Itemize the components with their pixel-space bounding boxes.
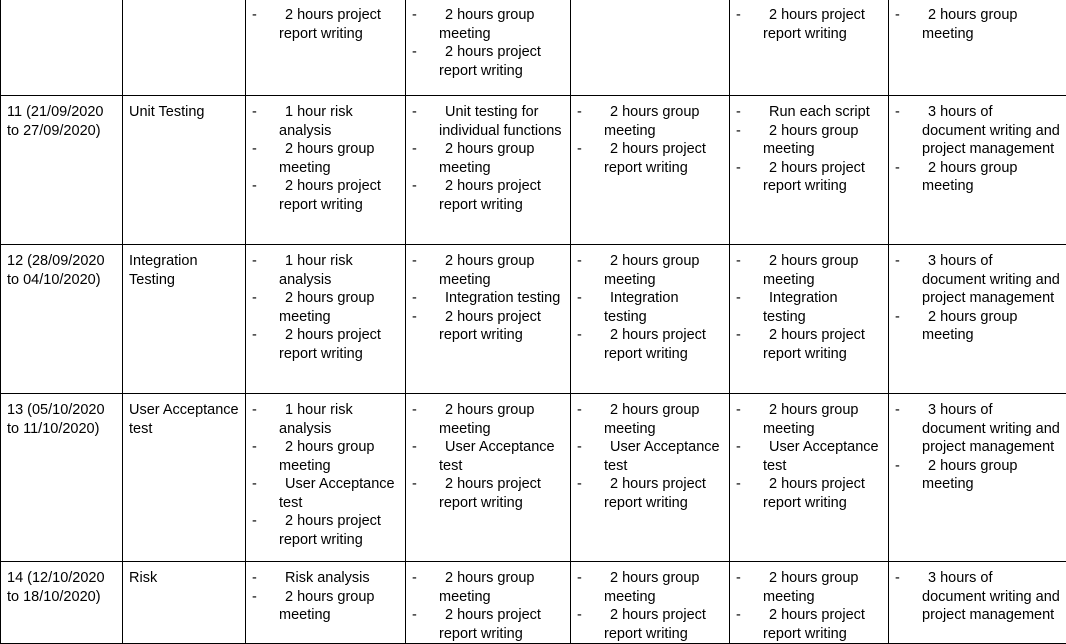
task-cell	[406, 96, 571, 245]
task-cell	[730, 562, 889, 644]
list-item	[895, 103, 1060, 159]
list-item	[736, 326, 882, 363]
task-cell	[571, 245, 730, 394]
bullet-dash: -	[895, 457, 905, 476]
task-cell	[246, 562, 406, 644]
list-item	[252, 438, 399, 475]
list-item	[252, 512, 399, 549]
bullet-dash: -	[412, 289, 422, 308]
phase-cell	[123, 0, 246, 96]
list-item	[736, 401, 882, 438]
task-text: 2 hours group meeting	[604, 569, 723, 606]
task-text: 2 hours group meeting	[922, 457, 1060, 494]
list-item	[412, 289, 564, 308]
list-item	[252, 177, 399, 214]
table-row	[1, 245, 1066, 394]
bullet-dash: -	[577, 569, 587, 588]
task-text: 2 hours group meeting	[439, 569, 564, 606]
bullet-dash: -	[412, 438, 422, 457]
bullet-dash: -	[895, 308, 905, 327]
task-text: 2 hours group meeting	[922, 6, 1060, 43]
table-row	[1, 394, 1066, 562]
task-text: 2 hours group meeting	[763, 252, 882, 289]
task-list	[252, 6, 399, 43]
task-text: 2 hours project report writing	[763, 326, 882, 363]
task-text: 2 hours group meeting	[439, 401, 564, 438]
list-item	[577, 475, 723, 512]
bullet-dash: -	[736, 569, 746, 588]
bullet-dash: -	[412, 569, 422, 588]
list-item	[252, 289, 399, 326]
task-list	[736, 401, 882, 512]
list-item	[252, 326, 399, 363]
phase-cell: Integration Testing	[123, 245, 246, 394]
table-row	[1, 0, 1066, 96]
list-item	[736, 606, 882, 643]
list-item	[895, 401, 1060, 457]
bullet-dash: -	[252, 475, 262, 494]
bullet-dash: -	[736, 326, 746, 345]
task-list	[412, 569, 564, 643]
task-text: 2 hours group meeting	[763, 569, 882, 606]
task-cell	[571, 562, 730, 644]
task-text: 2 hours group meeting	[604, 103, 723, 140]
list-item	[736, 159, 882, 196]
bullet-dash: -	[736, 606, 746, 625]
bullet-dash: -	[895, 6, 905, 25]
list-item	[577, 401, 723, 438]
task-cell	[889, 394, 1066, 562]
task-cell	[889, 0, 1066, 96]
task-cell	[730, 394, 889, 562]
bullet-dash: -	[412, 308, 422, 327]
task-text: 2 hours group meeting	[279, 588, 399, 625]
task-list	[736, 569, 882, 643]
task-text: 2 hours project report writing	[439, 177, 564, 214]
week-cell: 14 (12/10/2020 to 18/10/2020)	[1, 562, 123, 644]
task-text: 1 hour risk analysis	[279, 401, 399, 438]
list-item	[577, 569, 723, 606]
bullet-dash: -	[736, 103, 746, 122]
task-text: 2 hours group meeting	[439, 6, 564, 43]
bullet-dash: -	[412, 43, 422, 62]
list-item	[412, 177, 564, 214]
task-list	[577, 103, 723, 177]
list-item	[736, 569, 882, 606]
list-item	[252, 475, 399, 512]
week-cell: 12 (28/09/2020 to 04/10/2020)	[1, 245, 123, 394]
list-item	[895, 569, 1060, 625]
bullet-dash: -	[736, 252, 746, 271]
task-text: Run each script	[763, 103, 882, 122]
task-text: User Acceptance test	[279, 475, 399, 512]
task-list	[577, 252, 723, 363]
list-item	[577, 289, 723, 326]
list-item	[736, 122, 882, 159]
phase-cell: Unit Testing	[123, 96, 246, 245]
bullet-dash: -	[412, 475, 422, 494]
task-text: 2 hours project report writing	[279, 6, 399, 43]
bullet-dash: -	[252, 512, 262, 531]
list-item	[412, 308, 564, 345]
task-text: 2 hours project report writing	[279, 326, 399, 363]
task-list	[252, 103, 399, 214]
task-list	[412, 6, 564, 80]
list-item	[252, 103, 399, 140]
bullet-dash: -	[252, 588, 262, 607]
task-list	[895, 401, 1060, 494]
list-item	[252, 6, 399, 43]
task-text: 2 hours project report writing	[279, 177, 399, 214]
bullet-dash: -	[895, 252, 905, 271]
task-list	[412, 401, 564, 512]
task-cell	[246, 245, 406, 394]
task-list	[412, 103, 564, 214]
task-text: 2 hours group meeting	[439, 140, 564, 177]
bullet-dash: -	[577, 103, 587, 122]
week-cell	[1, 0, 123, 96]
list-item	[252, 401, 399, 438]
task-list	[252, 569, 399, 625]
task-text: 2 hours project report writing	[439, 606, 564, 643]
task-text: 2 hours group meeting	[763, 401, 882, 438]
list-item	[736, 252, 882, 289]
task-list	[412, 252, 564, 345]
task-text: 2 hours group meeting	[763, 122, 882, 159]
task-text: 2 hours project report writing	[763, 159, 882, 196]
week-cell: 11 (21/09/2020 to 27/09/2020)	[1, 96, 123, 245]
task-cell	[246, 96, 406, 245]
task-text: 2 hours group meeting	[604, 401, 723, 438]
bullet-dash: -	[577, 289, 587, 308]
task-text: 2 hours project report writing	[604, 606, 723, 643]
list-item	[252, 588, 399, 625]
task-list	[895, 252, 1060, 345]
task-text: 2 hours group meeting	[279, 140, 399, 177]
bullet-dash: -	[252, 438, 262, 457]
bullet-dash: -	[252, 6, 262, 25]
list-item	[577, 438, 723, 475]
list-item	[577, 103, 723, 140]
list-item	[412, 140, 564, 177]
task-cell	[889, 96, 1066, 245]
table-row	[1, 96, 1066, 245]
bullet-dash: -	[736, 6, 746, 25]
task-text: 2 hours project report writing	[439, 308, 564, 345]
task-text: 2 hours group meeting	[279, 289, 399, 326]
task-list	[895, 569, 1060, 625]
task-text: 2 hours project report writing	[604, 475, 723, 512]
task-text: 2 hours project report writing	[604, 326, 723, 363]
bullet-dash: -	[412, 103, 422, 122]
bullet-dash: -	[895, 159, 905, 178]
bullet-dash: -	[895, 103, 905, 122]
schedule-body	[1, 0, 1066, 644]
list-item	[412, 606, 564, 643]
list-item	[736, 438, 882, 475]
task-text: 2 hours group meeting	[279, 438, 399, 475]
task-cell	[730, 96, 889, 245]
list-item	[736, 289, 882, 326]
task-text: Risk analysis	[279, 569, 399, 588]
task-list	[736, 252, 882, 363]
bullet-dash: -	[412, 252, 422, 271]
bullet-dash: -	[736, 475, 746, 494]
list-item	[412, 569, 564, 606]
task-cell	[246, 394, 406, 562]
task-list	[736, 6, 882, 43]
task-cell	[406, 245, 571, 394]
phase-cell: Risk	[123, 562, 246, 644]
bullet-dash: -	[577, 401, 587, 420]
list-item	[736, 475, 882, 512]
task-text: User Acceptance test	[604, 438, 723, 475]
task-text: 2 hours group meeting	[604, 252, 723, 289]
task-cell	[406, 0, 571, 96]
list-item	[736, 6, 882, 43]
task-cell	[730, 245, 889, 394]
task-list	[895, 6, 1060, 43]
task-text: 2 hours project report writing	[604, 140, 723, 177]
task-cell	[571, 96, 730, 245]
bullet-dash: -	[412, 401, 422, 420]
task-list	[895, 103, 1060, 196]
list-item	[252, 252, 399, 289]
list-item	[412, 475, 564, 512]
list-item	[577, 140, 723, 177]
task-cell	[571, 394, 730, 562]
bullet-dash: -	[736, 438, 746, 457]
task-list	[736, 103, 882, 196]
bullet-dash: -	[577, 438, 587, 457]
task-text: Integration testing	[439, 289, 564, 308]
list-item	[895, 457, 1060, 494]
task-list	[577, 569, 723, 643]
list-item	[412, 103, 564, 140]
list-item	[252, 140, 399, 177]
bullet-dash: -	[577, 140, 587, 159]
task-text: Integration testing	[763, 289, 882, 326]
task-list	[577, 401, 723, 512]
task-text: 2 hours project report writing	[439, 475, 564, 512]
bullet-dash: -	[895, 401, 905, 420]
task-text: 3 hours of document writing and project management	[922, 401, 1060, 457]
task-cell	[246, 0, 406, 96]
task-text: 2 hours project report writing	[439, 43, 564, 80]
task-text: User Acceptance test	[763, 438, 882, 475]
task-cell	[730, 0, 889, 96]
bullet-dash: -	[252, 252, 262, 271]
bullet-dash: -	[736, 122, 746, 141]
phase-cell: User Acceptance test	[123, 394, 246, 562]
bullet-dash: -	[252, 401, 262, 420]
task-text: User Acceptance test	[439, 438, 564, 475]
bullet-dash: -	[412, 140, 422, 159]
task-text: 1 hour risk analysis	[279, 103, 399, 140]
task-list	[252, 252, 399, 363]
bullet-dash: -	[252, 140, 262, 159]
task-text: 3 hours of document writing and project management	[922, 252, 1060, 308]
list-item	[895, 6, 1060, 43]
list-item	[577, 326, 723, 363]
task-text: 2 hours group meeting	[922, 159, 1060, 196]
table-row	[1, 562, 1066, 644]
list-item	[412, 438, 564, 475]
list-item	[577, 606, 723, 643]
list-item	[412, 43, 564, 80]
task-text: 2 hours project report writing	[279, 512, 399, 549]
list-item	[895, 159, 1060, 196]
task-text: 3 hours of document writing and project management	[922, 569, 1060, 625]
list-item	[736, 103, 882, 122]
task-text: Integration testing	[604, 289, 723, 326]
list-item	[252, 569, 399, 588]
task-text: 2 hours project report writing	[763, 6, 882, 43]
bullet-dash: -	[252, 326, 262, 345]
bullet-dash: -	[412, 6, 422, 25]
task-text: Unit testing for individual functions	[439, 103, 564, 140]
bullet-dash: -	[252, 177, 262, 196]
bullet-dash: -	[577, 475, 587, 494]
task-text: 1 hour risk analysis	[279, 252, 399, 289]
bullet-dash: -	[252, 569, 262, 588]
bullet-dash: -	[412, 606, 422, 625]
task-text: 2 hours project report writing	[763, 606, 882, 643]
list-item	[895, 252, 1060, 308]
bullet-dash: -	[252, 103, 262, 122]
bullet-dash: -	[736, 289, 746, 308]
bullet-dash: -	[577, 326, 587, 345]
bullet-dash: -	[577, 252, 587, 271]
task-text: 3 hours of document writing and project management	[922, 103, 1060, 159]
task-cell	[406, 394, 571, 562]
task-text: 2 hours project report writing	[763, 475, 882, 512]
bullet-dash: -	[736, 401, 746, 420]
list-item	[412, 252, 564, 289]
list-item	[412, 401, 564, 438]
list-item	[412, 6, 564, 43]
task-cell	[406, 562, 571, 644]
task-list	[252, 401, 399, 549]
task-cell	[889, 245, 1066, 394]
bullet-dash: -	[736, 159, 746, 178]
task-text: 2 hours group meeting	[439, 252, 564, 289]
bullet-dash: -	[895, 569, 905, 588]
task-text: 2 hours group meeting	[922, 308, 1060, 345]
list-item	[895, 308, 1060, 345]
week-cell: 13 (05/10/2020 to 11/10/2020)	[1, 394, 123, 562]
list-item	[577, 252, 723, 289]
bullet-dash: -	[252, 289, 262, 308]
bullet-dash: -	[412, 177, 422, 196]
task-cell	[571, 0, 730, 96]
task-cell	[889, 562, 1066, 644]
bullet-dash: -	[577, 606, 587, 625]
